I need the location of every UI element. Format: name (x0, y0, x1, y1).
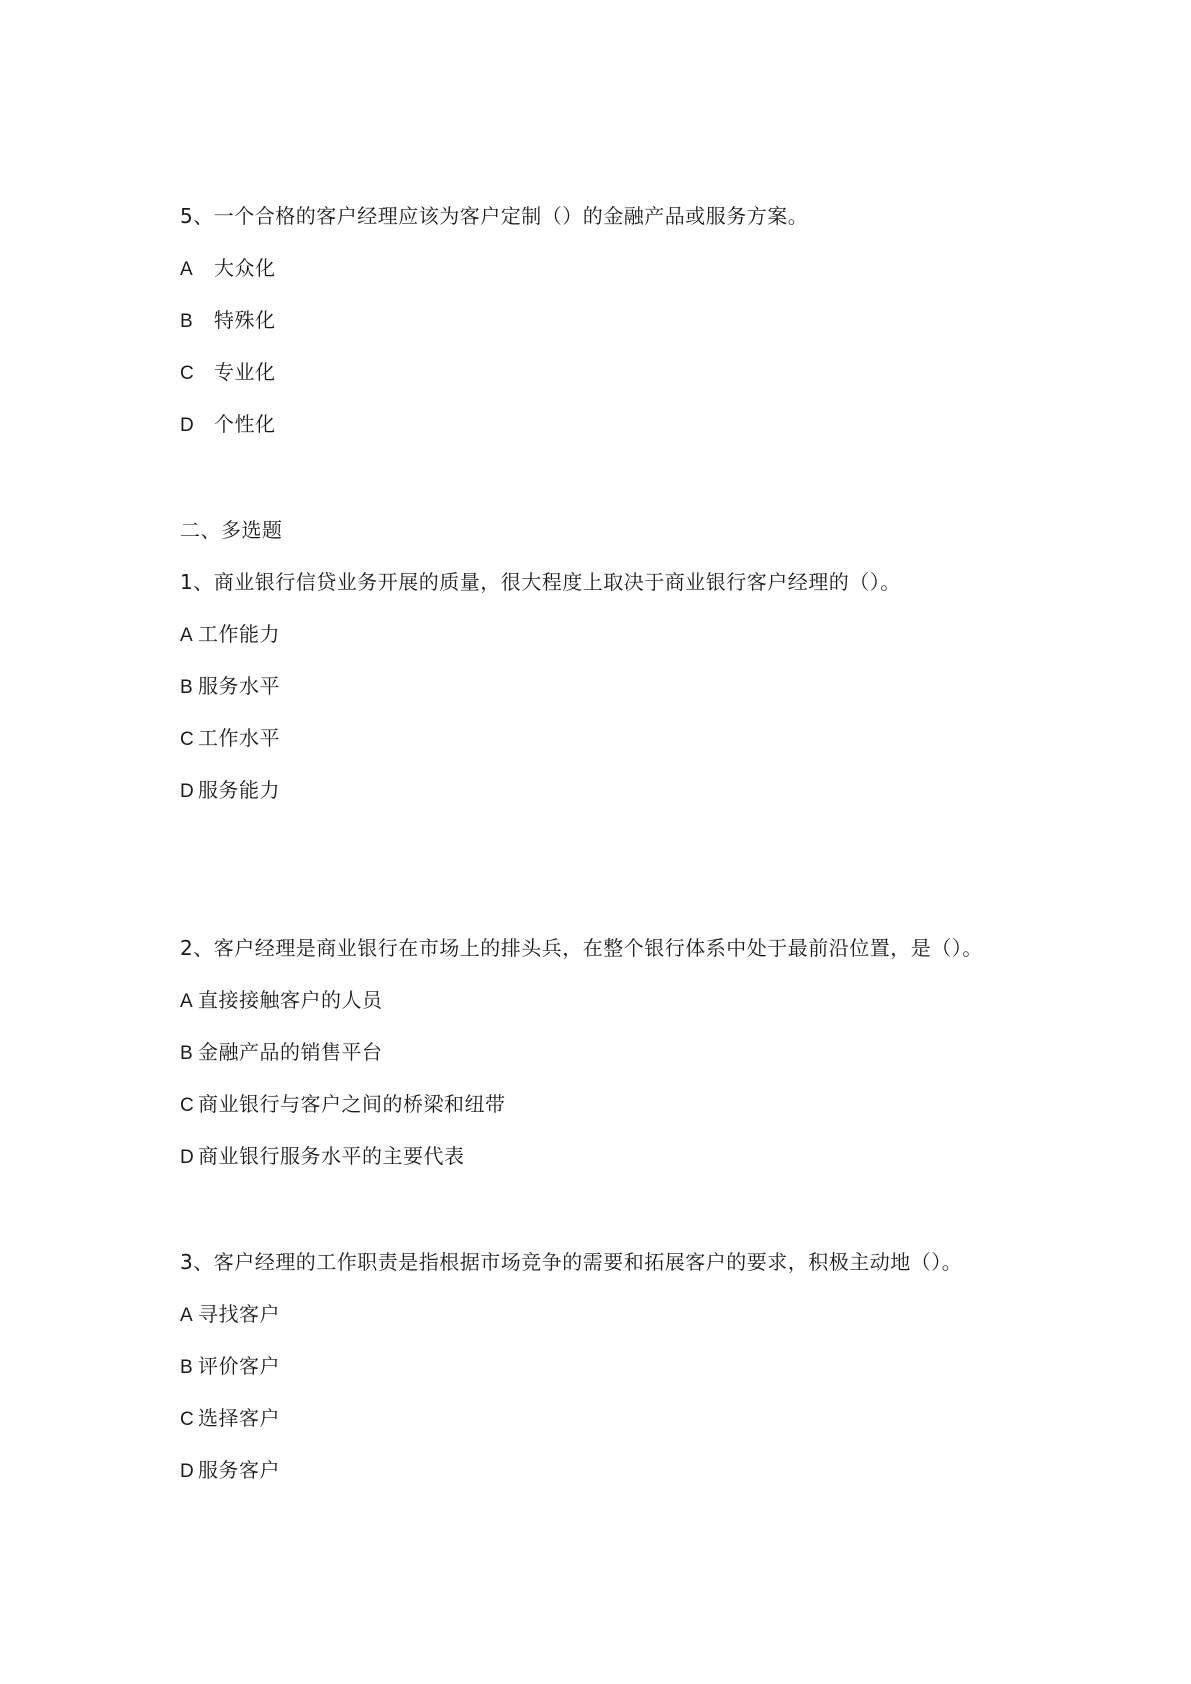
option-text: 专业化 (214, 360, 276, 384)
multi-question-2-option-a (180, 986, 383, 1016)
multi-question-2-option-d (180, 1142, 465, 1172)
multi-question-3-text: 3、客户经理的工作职责是指根据市场竞争的需要和拓展客户的要求，积极主动地（）。 (180, 1250, 963, 1274)
option-text: 选择客户 (198, 1406, 280, 1430)
option-text: 特殊化 (214, 308, 276, 332)
option-text: 金融产品的销售平台 (198, 1040, 383, 1064)
option-letter: A (180, 991, 194, 1012)
multi-question-3-option-c (180, 1404, 280, 1434)
multi-question-1-option-c (180, 724, 280, 754)
option-letter: C (180, 1095, 195, 1116)
option-letter: C (180, 363, 195, 384)
multi-question-3-option-a (180, 1300, 280, 1330)
option-text: 服务水平 (198, 674, 280, 698)
question-5-option-c (180, 358, 276, 388)
option-letter: B (180, 1043, 194, 1064)
section-heading-multiple-choice: 二、多选题 (180, 518, 283, 542)
option-letter: D (180, 1147, 195, 1168)
option-letter: A (180, 1305, 194, 1326)
question-5-option-b (180, 306, 276, 336)
option-text: 寻找客户 (198, 1302, 280, 1326)
multi-question-1-text: 1、商业银行信贷业务开展的质量，很大程度上取决于商业银行客户经理的（）。 (180, 570, 901, 594)
option-letter: B (180, 677, 194, 698)
question-5-option-a (180, 254, 276, 284)
option-text: 服务能力 (198, 778, 280, 802)
option-letter: C (180, 729, 195, 750)
multi-question-2-text: 2、客户经理是商业银行在市场上的排头兵，在整个银行体系中处于最前沿位置，是（）。 (180, 936, 983, 960)
question-5-text: 5、一个合格的客户经理应该为客户定制（）的金融产品或服务方案。 (180, 204, 809, 228)
multi-question-2-option-b (180, 1038, 383, 1068)
option-letter: C (180, 1409, 195, 1430)
option-text: 商业银行服务水平的主要代表 (198, 1144, 465, 1168)
option-letter: B (180, 1357, 194, 1378)
multi-question-1-option-a (180, 620, 280, 650)
question-5-option-d (180, 410, 276, 440)
multi-question-1-option-b (180, 672, 280, 702)
option-letter: A (180, 259, 194, 280)
option-text: 个性化 (214, 412, 276, 436)
option-text: 工作能力 (198, 622, 280, 646)
option-letter: B (180, 311, 194, 332)
option-text: 大众化 (214, 256, 276, 280)
multi-question-3-option-d (180, 1456, 280, 1486)
option-text: 服务客户 (198, 1458, 280, 1482)
option-text: 工作水平 (198, 726, 280, 750)
option-text: 评价客户 (198, 1354, 280, 1378)
multi-question-1-option-d (180, 776, 280, 806)
option-letter: D (180, 415, 195, 436)
multi-question-2-option-c (180, 1090, 506, 1120)
option-letter: D (180, 781, 195, 802)
option-text: 直接接触客户的人员 (198, 988, 383, 1012)
option-letter: A (180, 625, 194, 646)
option-letter: D (180, 1461, 195, 1482)
option-text: 商业银行与客户之间的桥梁和纽带 (198, 1092, 506, 1116)
multi-question-3-option-b (180, 1352, 280, 1382)
